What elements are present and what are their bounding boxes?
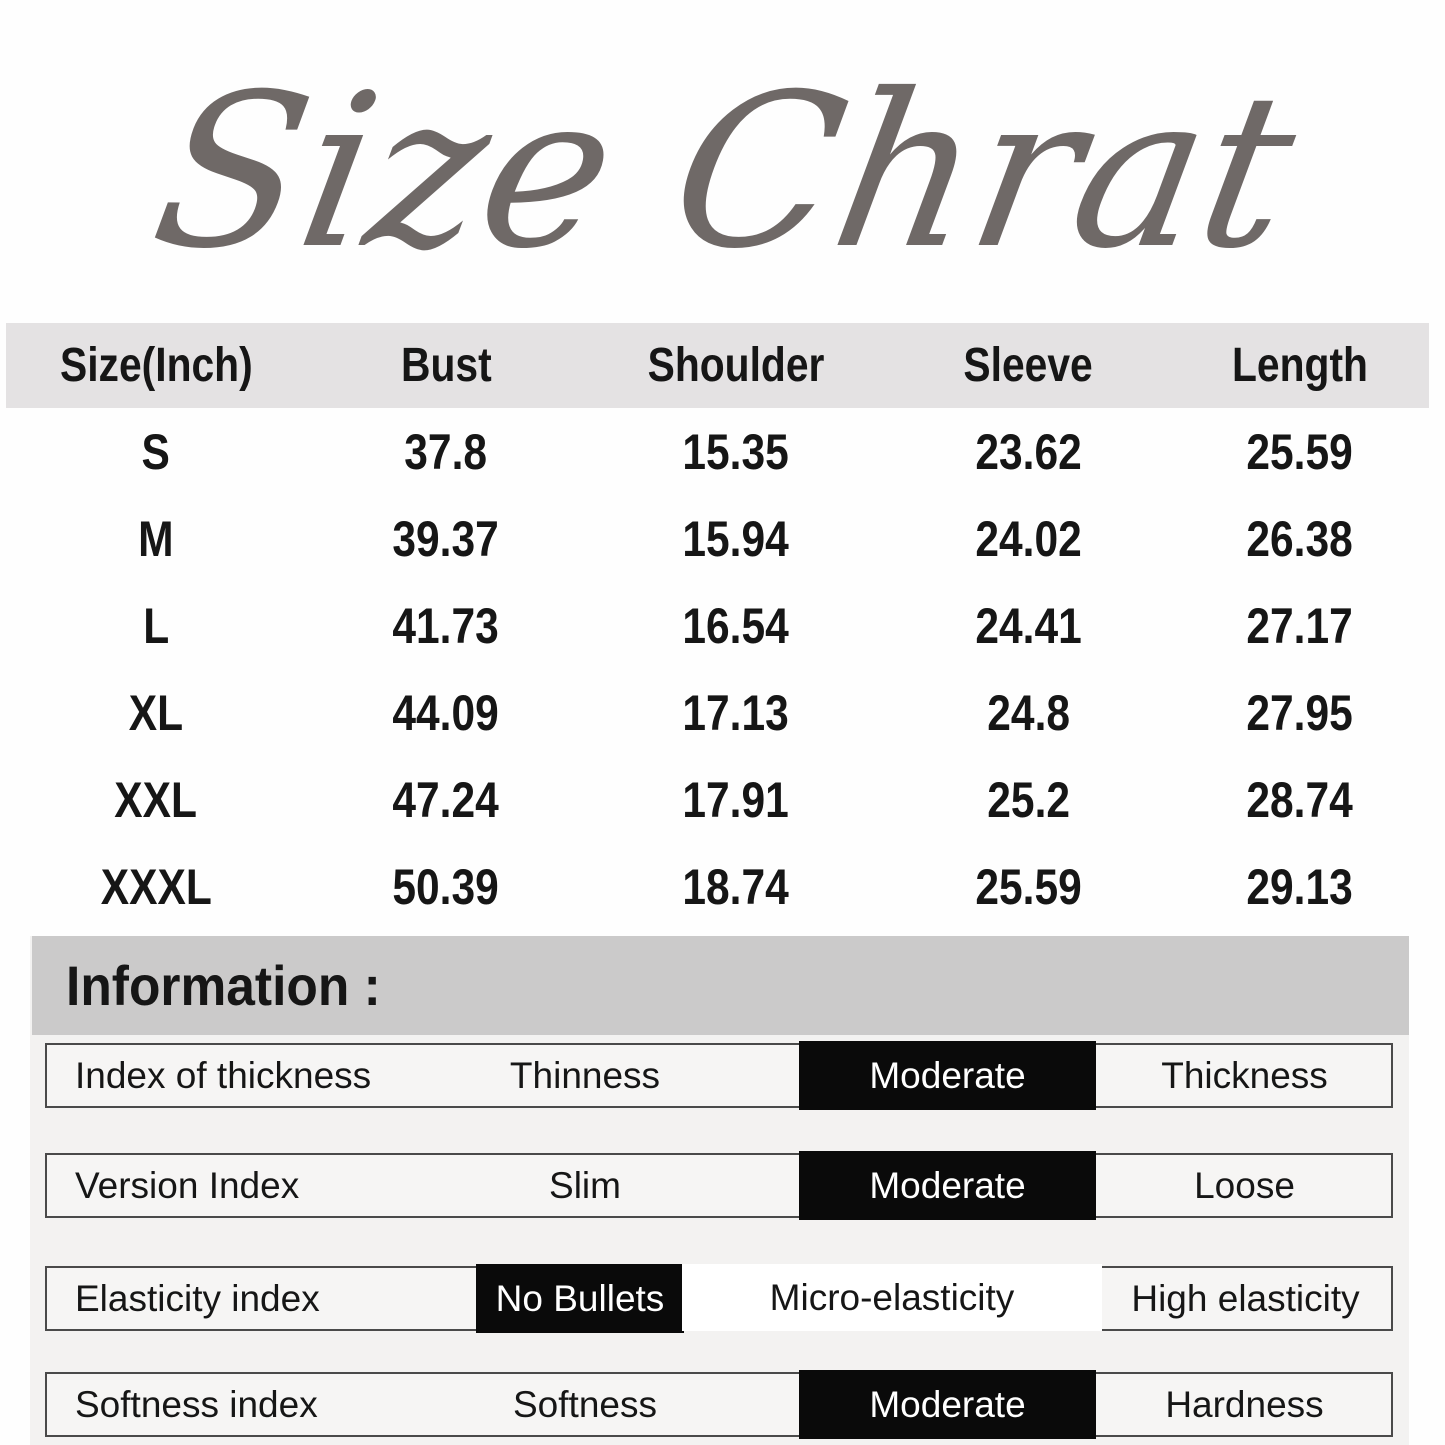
measurement-value: 15.94 — [682, 510, 790, 567]
measurement-value: 24.02 — [975, 510, 1082, 567]
measurement-value: 50.39 — [392, 858, 500, 915]
column-header-label: Size(Inch) — [59, 339, 253, 392]
size-label-cell — [6, 408, 306, 495]
measurement-cell — [306, 669, 586, 756]
size-label-cell — [6, 582, 306, 669]
measurement-cell — [1171, 669, 1429, 756]
measurement-cell — [586, 582, 886, 669]
selected-option: Moderate — [799, 1370, 1096, 1439]
column-header-label: Sleeve — [963, 339, 1094, 392]
measurement-value: 25.59 — [975, 858, 1082, 915]
size-label: L — [143, 597, 169, 654]
info-row-version-index — [45, 1153, 1393, 1218]
measurement-cell — [586, 669, 886, 756]
option: Slim — [549, 1164, 621, 1206]
table-row — [6, 756, 1429, 843]
measurement-value: 28.74 — [1246, 771, 1354, 828]
measurement-value: 47.24 — [392, 771, 500, 828]
size-label: XL — [128, 684, 184, 741]
size-label-cell — [6, 669, 306, 756]
size-label-cell — [6, 756, 306, 843]
column-header-label: Shoulder — [647, 339, 825, 392]
measurement-value: 24.41 — [975, 597, 1082, 654]
size-label: M — [138, 510, 174, 567]
size-label: S — [141, 423, 171, 480]
size-table-header-row — [6, 323, 1429, 408]
option: Softness — [513, 1383, 657, 1425]
measurement-value: 44.09 — [392, 684, 500, 741]
measurement-value: 15.35 — [682, 423, 790, 480]
measurement-cell — [886, 495, 1171, 582]
table-row — [6, 408, 1429, 495]
measurement-value: 17.13 — [682, 684, 790, 741]
option: Hardness — [1165, 1383, 1324, 1425]
measurement-value: 39.37 — [392, 510, 500, 567]
column-header-length — [1171, 323, 1429, 408]
option: Thickness — [1161, 1054, 1328, 1096]
column-header-label: Bust — [400, 339, 492, 392]
measurement-value: 23.62 — [975, 423, 1082, 480]
size-label: XXXL — [100, 858, 212, 915]
option: High elasticity — [1131, 1277, 1360, 1319]
measurement-value: 27.17 — [1246, 597, 1354, 654]
measurement-cell — [306, 582, 586, 669]
selected-option: No Bullets — [476, 1264, 684, 1333]
table-row — [6, 495, 1429, 582]
table-row — [6, 843, 1429, 930]
measurement-cell — [1171, 756, 1429, 843]
measurement-value: 25.59 — [1246, 423, 1354, 480]
page-title: Size Chrat — [138, 49, 1312, 296]
measurement-value: 29.13 — [1246, 858, 1354, 915]
column-header-size-inch — [6, 323, 306, 408]
measurement-cell — [586, 843, 886, 930]
measurement-cell — [886, 843, 1171, 930]
measurement-cell — [1171, 408, 1429, 495]
selected-option: Moderate — [799, 1041, 1096, 1110]
measurement-cell — [306, 495, 586, 582]
info-row-label: Version Index — [75, 1164, 300, 1206]
measurement-cell — [886, 669, 1171, 756]
measurement-cell — [1171, 495, 1429, 582]
table-row — [6, 669, 1429, 756]
measurement-value: 27.95 — [1246, 684, 1354, 741]
info-row-label: Elasticity index — [75, 1277, 320, 1319]
size-label-cell — [6, 495, 306, 582]
measurement-cell — [886, 408, 1171, 495]
info-row-elasticity-index — [45, 1266, 1393, 1331]
measurement-value: 17.91 — [682, 771, 790, 828]
information-header-band — [32, 936, 1409, 1035]
measurement-cell — [1171, 582, 1429, 669]
measurement-cell — [886, 582, 1171, 669]
size-label-cell — [6, 843, 306, 930]
measurement-cell — [306, 843, 586, 930]
measurement-cell — [586, 756, 886, 843]
info-row-label: Softness index — [75, 1383, 318, 1425]
column-header-label: Length — [1232, 339, 1368, 392]
table-row — [6, 582, 1429, 669]
measurement-value: 24.8 — [987, 684, 1070, 741]
option: Micro-elasticity — [682, 1264, 1102, 1331]
measurement-cell — [886, 756, 1171, 843]
measurement-value: 16.54 — [682, 597, 790, 654]
measurement-value: 26.38 — [1246, 510, 1354, 567]
title-area — [0, 0, 1445, 330]
measurement-value: 25.2 — [987, 771, 1070, 828]
info-row-softness-index — [45, 1372, 1393, 1437]
column-header-bust — [306, 323, 586, 408]
option: Thinness — [509, 1054, 661, 1096]
measurement-cell — [306, 756, 586, 843]
option: Loose — [1194, 1164, 1295, 1206]
column-header-shoulder — [586, 323, 886, 408]
measurement-value: 41.73 — [392, 597, 500, 654]
column-header-sleeve — [886, 323, 1171, 408]
measurement-cell — [586, 408, 886, 495]
size-label: XXL — [114, 771, 198, 828]
measurement-cell — [306, 408, 586, 495]
measurement-value: 37.8 — [404, 423, 488, 480]
size-table-body — [6, 408, 1429, 930]
information-heading: Information : — [66, 954, 381, 1017]
selected-option: Moderate — [799, 1151, 1096, 1220]
measurement-cell — [1171, 843, 1429, 930]
measurement-value: 18.74 — [682, 858, 790, 915]
info-row-index-of-thickness — [45, 1043, 1393, 1108]
info-row-label: Index of thickness — [75, 1054, 372, 1096]
measurement-cell — [586, 495, 886, 582]
